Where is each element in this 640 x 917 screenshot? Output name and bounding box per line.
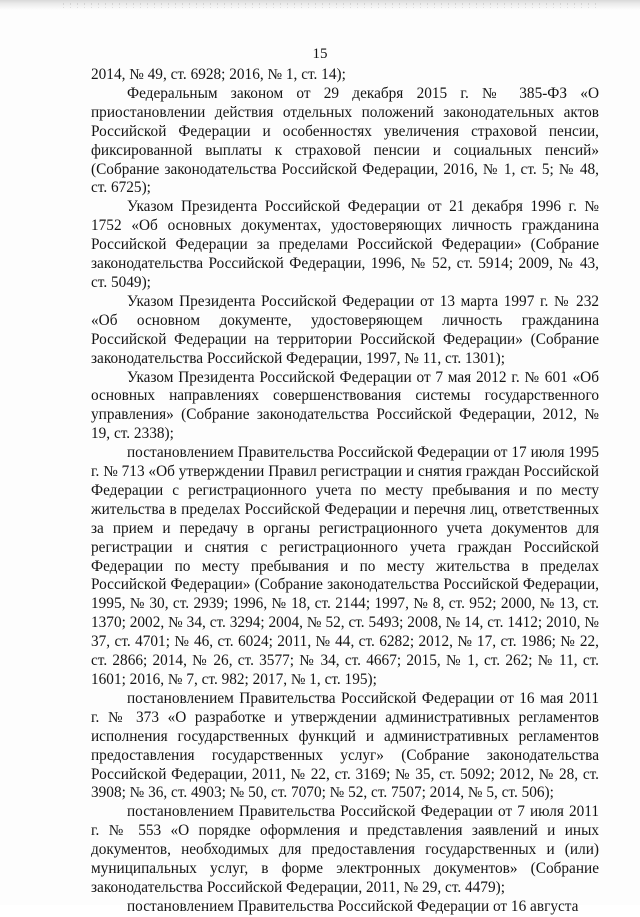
paragraph-continuation: 2014, № 49, ст. 6928; 2016, № 1, ст. 14); — [91, 66, 346, 83]
paragraph-resolution-august: постановлением Правительства Российской Федерации от 16 августа — [127, 897, 579, 915]
paragraph-federal-law-385: Федеральным законом от 29 декабря 2015 г. № 385-ФЗ «О приостановлении действия отдельных положений законодательных актов Российской Федерации и особенностях увеличения страховой пенсии, фиксированной выплаты к страховой пенсии и социальных пенсий» (Собрание законодательства Российской Федерации, 2016, № 1, ст. 5; № 48, ст. 6725); — [91, 84, 599, 197]
document-body — [91, 66, 599, 917]
paragraph-resolution-373: постановлением Правительства Российской Федерации от 16 мая 2011 г. № 373 «О разработке и утверждении административных регламентов исполнения государственных функций и административных регламентов предоставления государственных услуг» (Собрание законодательства Российской Федерации, 2011, № 22, ст. 3169; № 35, ст. 5092; 2012, № 28, ст. 3908; № 36, ст. 4903; № 50, ст. 7070; № 52, ст. 7507; 2014, № 5, ст. 506); — [91, 689, 599, 802]
scan-top-edge — [0, 0, 640, 10]
paragraph-decree-232: Указом Президента Российской Федерации от 13 марта 1997 г. № 232 «Об основном документе, удостоверяющем личность гражданина Российской Федерации на территории Российской Федерации» (Собрание законодательства Российской Федерации, 1997, № 11, ст. 1301); — [91, 292, 599, 367]
paragraph-decree-601: Указом Президента Российской Федерации от 7 мая 2012 г. № 601 «Об основных направлениях совершенствования системы государственного управления» (Собрание законодательства Российской Федерации, 2012, № 19, ст. 2338); — [91, 368, 599, 443]
paragraph-resolution-553: постановлением Правительства Российской Федерации от 7 июля 2011 г. № 553 «О порядке оформления и представления заявлений и иных документов, необходимых для предоставления государственных и (или) муниципальных услуг, в форме электронных документов» (Собрание законодательства Российской Федерации, 2011, № 29, ст. 4479); — [91, 803, 599, 896]
page-number: 15 — [312, 46, 328, 62]
scan-noise — [60, 2, 600, 8]
paragraph-decree-1752: Указом Президента Российской Федерации от 21 декабря 1996 г. № 1752 «Об основных документах, удостоверяющих личность гражданина Российской Федерации за пределами Российской Федерации» (Собрание законодательства Российской Федерации, 1996, № 52, ст. 5914; 2009, № 43, ст. 5049); — [91, 198, 599, 291]
paragraph-resolution-713: постановлением Правительства Российской Федерации от 17 июля 1995 г. № 713 «Об утверждении Правил регистрации и снятия граждан Российской Федерации с регистрационного учета по месту пребывания и по месту жительства в пределах Российской Федерации и перечня лиц, ответственных за прием и передачу в органы регистрационного учета документов для регистрации и снятия с регистрационного учета граждан Российской Федерации по месту пребывания и по месту жительства в пределах Российской Федерации» (Собрание законодательства Российской Федерации, 1995, № 30, ст. 2939; 1996, № 18, ст. 2144; 1997, № 8, ст. 952; 2000, № 13, ст. 1370; 2002, № 34, ст. 3294; 2004, № 52, ст. 5493; 2008, № 14, ст. 1412; 2010, № 37, ст. 4701; № 46, ст. 6024; 2011, № 44, ст. 6282; 2012, № 17, ст. 1986; № 22, ст. 2866; 2014, № 26, ст. 3577; № 34, ст. 4667; 2015, № 1, ст. 262; № 11, ст. 1601; 2016, № 7, ст. 982; 2017, № 1, ст. 195); — [91, 444, 599, 688]
